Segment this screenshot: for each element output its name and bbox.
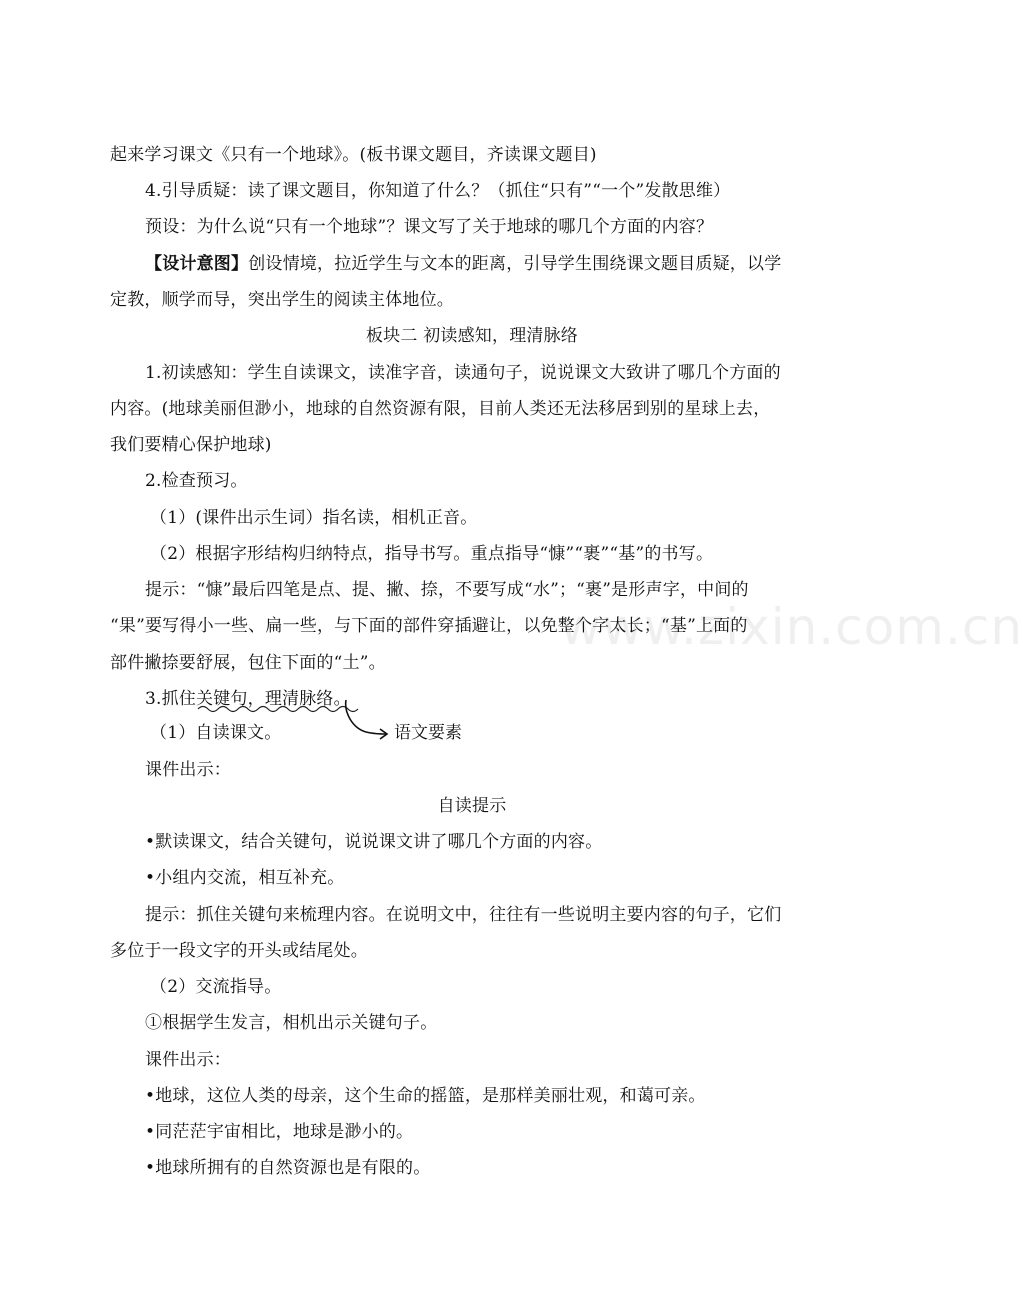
bullet-item: •同茫茫宇宙相比，地球是渺小的。 bbox=[145, 1122, 414, 1142]
paragraph-line: 1.初读感知：学生自读课文，读准字音，读通句子，说说课文大致讲了哪几个方面的 bbox=[145, 363, 781, 383]
paragraph-line: （1）自读课文。 bbox=[150, 723, 282, 743]
paragraph-line: 部件撇捺要舒展，包住下面的“土”。 bbox=[110, 653, 386, 673]
design-intent-line bbox=[145, 252, 834, 276]
watermark: www.zixin.com.cn bbox=[560, 598, 1023, 656]
paragraph-line: （1）(课件出示生词）指名读，相机正音。 bbox=[150, 508, 478, 528]
annotation-label: 语文要素 bbox=[394, 723, 462, 743]
bullet-item: •地球，这位人类的母亲，这个生命的摇篮，是那样美丽壮观，和蔼可亲。 bbox=[145, 1086, 706, 1106]
paragraph-line: 内容。(地球美丽但渺小，地球的自然资源有限，目前人类还无法移居到别的星球上去， bbox=[110, 399, 771, 419]
paragraph-line: 多位于一段文字的开头或结尾处。 bbox=[110, 941, 368, 961]
wavy-underline bbox=[198, 704, 358, 714]
design-intent-label: 【设计意图】 bbox=[145, 254, 249, 274]
paragraph-line: （2）根据字形结构归纳特点，指导书写。重点指导“慷”“裹”“基”的书写。 bbox=[150, 544, 714, 564]
paragraph-line: 2.检查预习。 bbox=[145, 471, 248, 491]
paragraph-line: “果”要写得小一些、扁一些，与下面的部件穿插避让，以免整个字太长；“基”上面的 bbox=[110, 616, 748, 636]
paragraph-line: 预设：为什么说“只有一个地球”？课文写了关于地球的哪几个方面的内容？ bbox=[145, 217, 714, 237]
section-title: 板块二 初读感知，理清脉络 bbox=[365, 326, 578, 346]
bullet-item: •小组内交流，相互补充。 bbox=[145, 868, 345, 888]
paragraph-line: 我们要精心保护地球) bbox=[110, 435, 272, 455]
paragraph-line: 3.抓住关键句，理清脉络。 bbox=[145, 689, 351, 709]
paragraph-line: 起来学习课文《只有一个地球》。(板书课文题目，齐读课文题目) bbox=[110, 145, 597, 165]
paragraph-line: 课件出示： bbox=[145, 1050, 231, 1070]
paragraph-line: 课件出示： bbox=[145, 760, 231, 780]
paragraph-line: 提示：抓住关键句来梳理内容。在说明文中，往往有一些说明主要内容的句子，它们 bbox=[145, 905, 782, 925]
prompt-title: 自读提示 bbox=[437, 796, 507, 816]
bullet-item: •默读课文，结合关键句，说说课文讲了哪几个方面的内容。 bbox=[145, 832, 603, 852]
paragraph-line: 定教，顺学而导，突出学生的阅读主体地位。 bbox=[110, 290, 454, 310]
curved-arrow-icon bbox=[340, 698, 390, 746]
design-intent-text: 创设情境，拉近学生与文本的距离，引导学生围绕课文题目质疑，以学 bbox=[248, 254, 782, 274]
bullet-item: •地球所拥有的自然资源也是有限的。 bbox=[145, 1158, 431, 1178]
paragraph-line: （2）交流指导。 bbox=[150, 977, 282, 997]
paragraph-line: 提示：“慷”最后四笔是点、提、撇、捺，不要写成“水”；“裹”是形声字，中间的 bbox=[145, 580, 749, 600]
paragraph-line: 4.引导质疑：读了课文题目，你知道了什么？（抓住“只有”“一个”发散思维） bbox=[145, 181, 731, 201]
paragraph-line: ①根据学生发言，相机出示关键句子。 bbox=[145, 1013, 438, 1033]
